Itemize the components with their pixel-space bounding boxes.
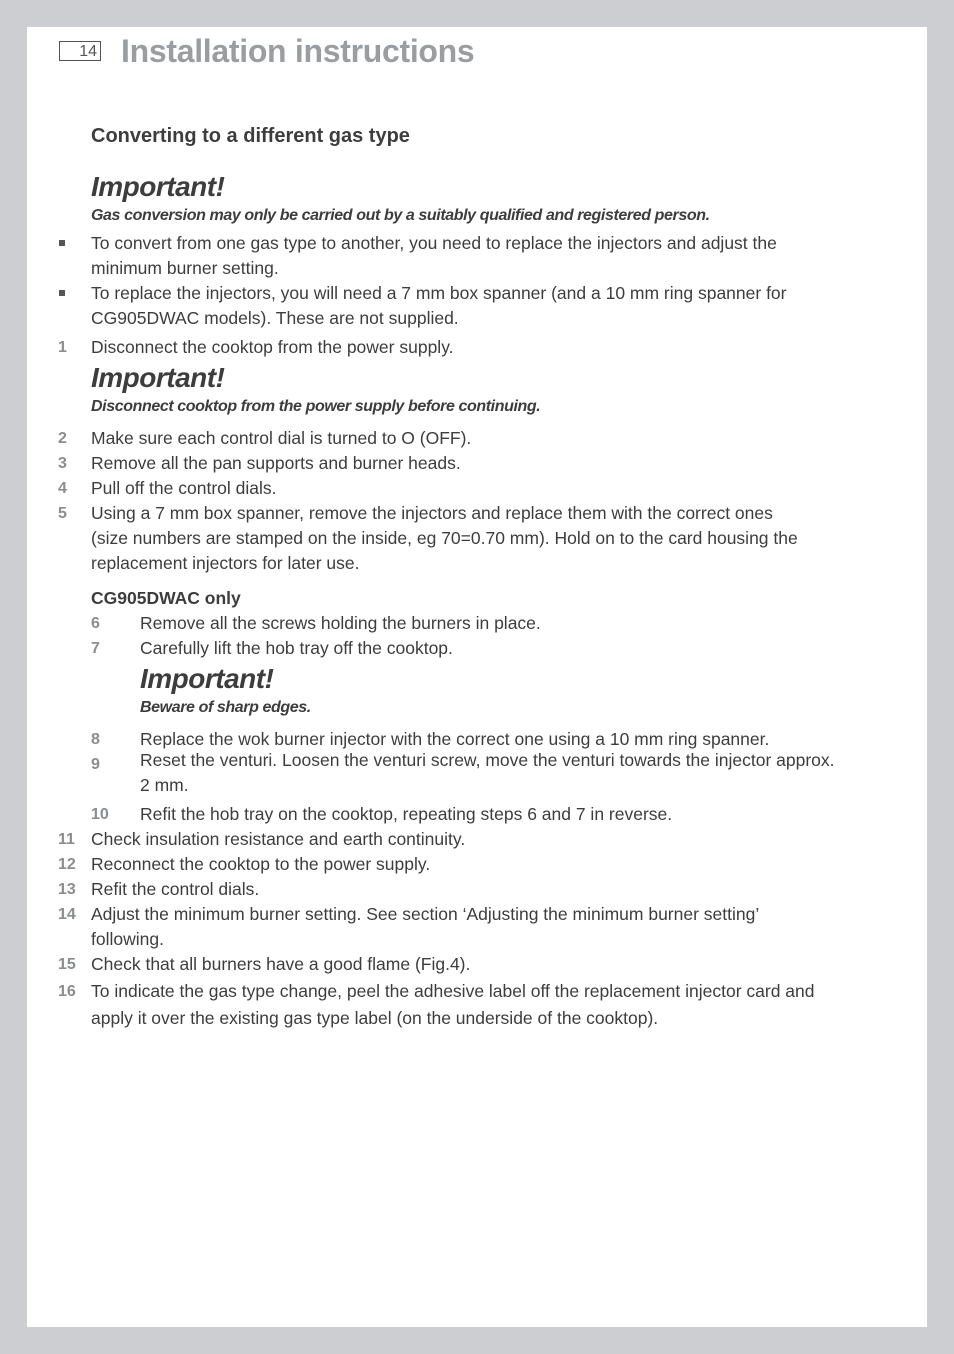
step-number: 6 — [91, 615, 100, 632]
step-text: following. — [91, 929, 164, 949]
step-text: Check insulation resistance and earth continuity. — [91, 829, 466, 849]
page-number: 14 — [59, 41, 101, 61]
step-number: 10 — [91, 806, 109, 823]
important-heading: Important! — [140, 663, 274, 694]
step-number: 4 — [58, 480, 67, 497]
step-text: Reconnect the cooktop to the power supply. — [91, 854, 431, 874]
step-text: To indicate the gas type change, peel the adhesive label off the replacement injector card and — [91, 981, 815, 1001]
step-text: Remove all the screws holding the burners in place. — [140, 613, 541, 633]
important-note: Gas conversion may only be carried out by a suitably qualified and registered person. — [91, 207, 710, 224]
important-heading: Important! — [91, 362, 225, 393]
important-note: Disconnect cooktop from the power supply before continuing. — [91, 398, 541, 415]
step-text: Pull off the control dials. — [91, 478, 277, 498]
step-number: 13 — [58, 881, 76, 898]
step-text: Refit the control dials. — [91, 879, 260, 899]
important-heading: Important! — [91, 171, 225, 202]
step-text: Remove all the pan supports and burner heads. — [91, 453, 461, 473]
manual-page — [27, 27, 927, 1327]
step-text: Make sure each control dial is turned to O (OFF). — [91, 428, 472, 448]
step-text: Refit the hob tray on the cooktop, repeating steps 6 and 7 in reverse. — [140, 804, 673, 824]
step-number: 16 — [58, 983, 76, 1000]
step-number: 5 — [58, 505, 67, 522]
step-text: Adjust the minimum burner setting. See section ‘Adjusting the minimum burner setting’ — [91, 904, 760, 924]
step-text: Using a 7 mm box spanner, remove the injectors and replace them with the correct ones — [91, 503, 773, 523]
page-title: Installation instructions — [121, 33, 475, 69]
step-number: 9 — [91, 756, 100, 773]
section-title: Converting to a different gas type — [91, 125, 410, 147]
step-text: Disconnect the cooktop from the power supply. — [91, 337, 454, 357]
step-text: Check that all burners have a good flame (Fig.4). — [91, 954, 471, 974]
step-text: Carefully lift the hob tray off the cooktop. — [140, 638, 453, 658]
step-number: 2 — [58, 430, 67, 447]
step-number: 1 — [58, 339, 67, 356]
important-note: Beware of sharp edges. — [140, 699, 311, 716]
step-number: 15 — [58, 956, 76, 973]
step-number: 14 — [58, 906, 76, 923]
bullet-text: To replace the injectors, you will need a 7 mm box spanner (and a 10 mm ring spanner for — [91, 283, 787, 303]
bullet-text: CG905DWAC models). These are not supplied. — [91, 308, 459, 328]
bullet-marker — [59, 290, 65, 296]
step-text: apply it over the existing gas type label (on the underside of the cooktop). — [91, 1008, 659, 1028]
bullet-marker — [59, 240, 65, 246]
step-number: 3 — [58, 455, 67, 472]
step-text: Replace the wok burner injector with the correct one using a 10 mm ring spanner. — [140, 729, 770, 749]
step-text: Reset the venturi. Loosen the venturi screw, move the venturi towards the injector approx. — [140, 750, 835, 770]
step-text: 2 mm. — [140, 775, 189, 795]
step-text: (size numbers are stamped on the inside, eg 70=0.70 mm). Hold on to the card housing the — [91, 528, 798, 548]
step-number: 11 — [58, 831, 75, 848]
step-number: 7 — [91, 640, 100, 657]
step-text: replacement injectors for later use. — [91, 553, 360, 573]
step-number: 12 — [58, 856, 76, 873]
bullet-text: To convert from one gas type to another, you need to replace the injectors and adjust the — [91, 233, 777, 253]
subsection-title: CG905DWAC only — [91, 588, 241, 608]
step-number: 8 — [91, 731, 100, 748]
bullet-text: minimum burner setting. — [91, 258, 279, 278]
